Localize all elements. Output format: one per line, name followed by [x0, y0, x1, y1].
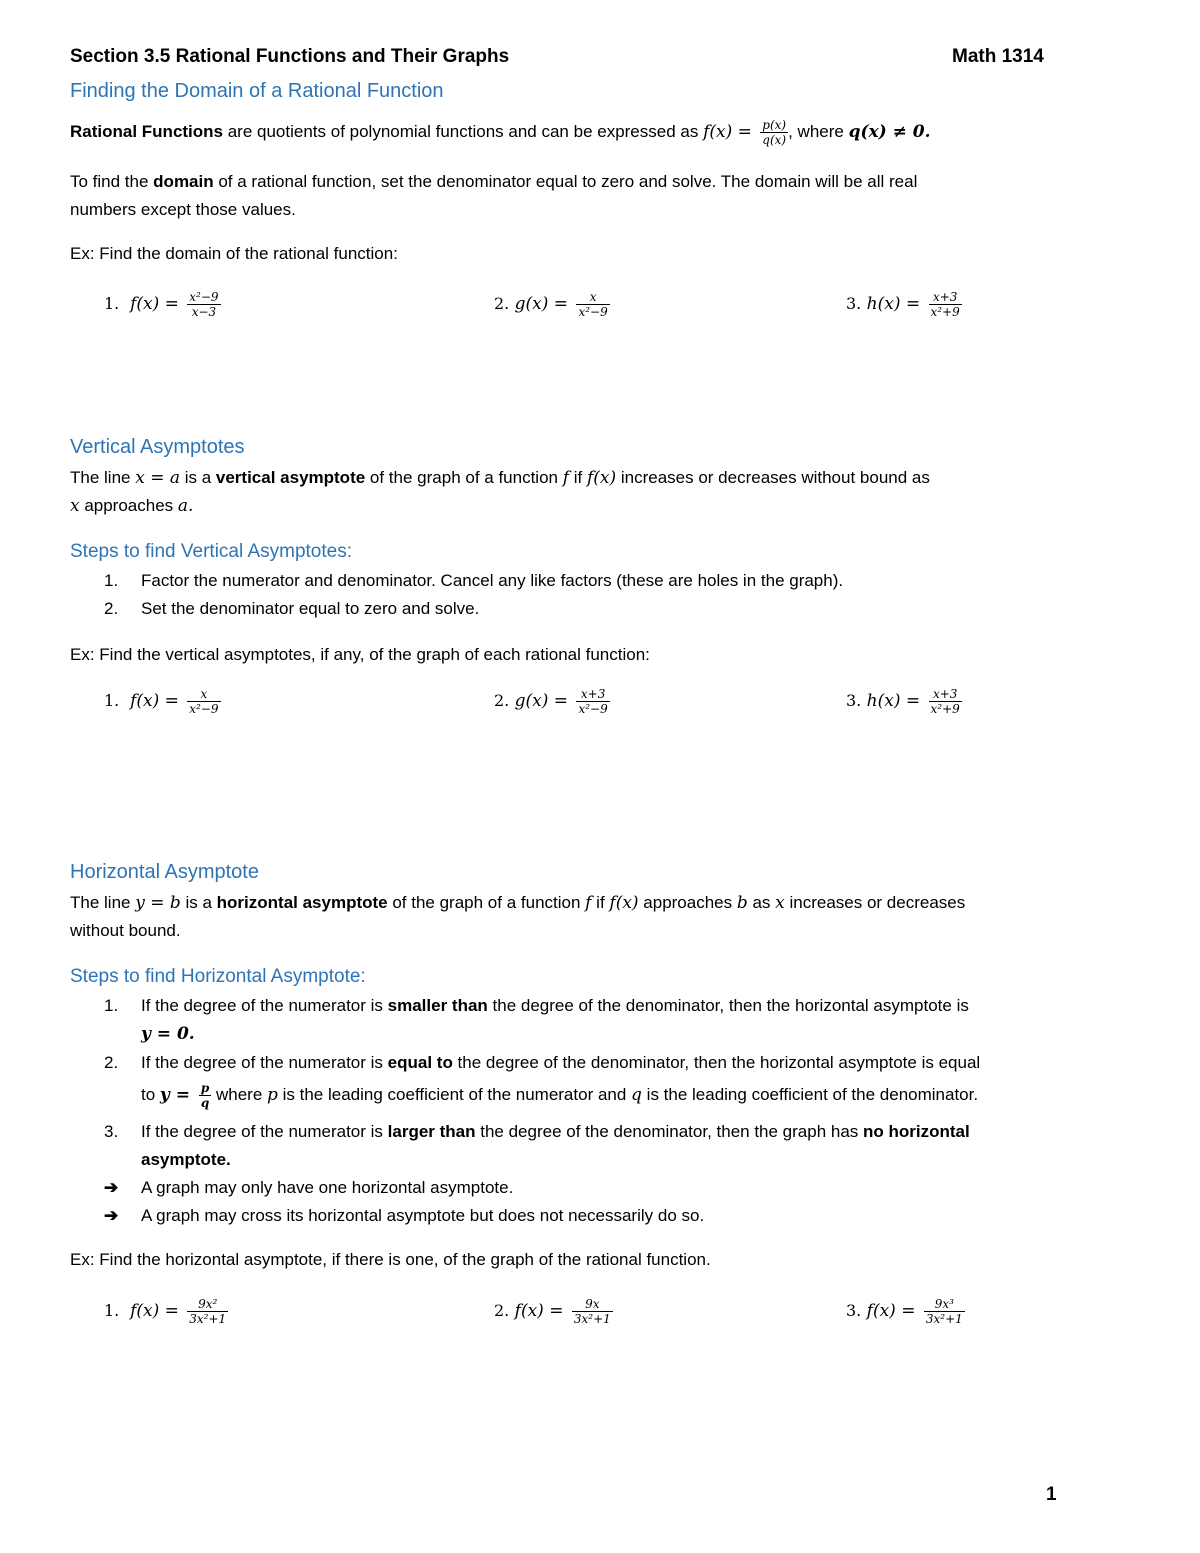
- horizontal-step-1-line2: y = 0.: [141, 1024, 195, 1044]
- page-title: Section 3.5 Rational Functions and Their Graphs: [70, 46, 510, 67]
- vertical-definition-line2: x approaches a.: [70, 496, 194, 516]
- horizontal-steps-heading: Steps to find Horizontal Asymptote:: [70, 966, 366, 987]
- horizontal-step-2-line1: If the degree of the numerator is equal to the degree of the denominator, then the horizontal asymptote is equal: [141, 1053, 981, 1072]
- domain-heading: Finding the Domain of a Rational Function: [70, 80, 444, 102]
- course-label: Math 1314: [952, 46, 1044, 67]
- domain-example-2: 2. g(x) = $\frac{x}{\text{x²−9}}$: [494, 290, 608, 319]
- rational-definition: Rational Functions are quotients of polynomial functions and can be expressed as f(x) = $\frac{p(x)}{q(x)}$ , where q(x) ≠ 0.: [70, 118, 931, 147]
- arrow-icon: ➔: [104, 1178, 119, 1197]
- def-term: Rational Functions: [70, 121, 223, 141]
- horizontal-step-3-line1: If the degree of the numerator is larger than the degree of the denominator, then the graph has no horizontal: [141, 1122, 970, 1141]
- horizontal-step-3-number: 3.: [104, 1122, 119, 1141]
- domain-instruction-line2: numbers except those values.: [70, 200, 296, 219]
- horizontal-example-3: 3. f(x) = $\frac{\text{9x³}}{\text{3x²+1}}$: [846, 1297, 963, 1326]
- horizontal-definition-line2: without bound.: [70, 921, 181, 940]
- domain-example-1: 1. f(x) = $\frac{\text{x²−9}}{x-3}$: [104, 290, 219, 319]
- vertical-step-1: Factor the numerator and denominator. Cancel any like factors (these are holes in the graph).: [141, 571, 844, 590]
- vertical-step-2-number: 2.: [104, 599, 119, 618]
- horizontal-example-2: 2. f(x) = $\frac{9x}{\text{3x²+1}}$: [494, 1297, 611, 1326]
- horizontal-step-1-line1: If the degree of the numerator is smaller than the degree of the denominator, then the horizontal asymptote is: [141, 996, 969, 1015]
- domain-example-3: 3. h(x) = $\frac{x+3}{\text{x²+9}}$: [846, 290, 960, 319]
- vertical-example-3: 3. h(x) = $\frac{x+3}{\text{x²+9}}$: [846, 687, 960, 716]
- arrow-icon: ➔: [104, 1206, 119, 1225]
- vertical-example-1: 1. f(x) = $\frac{x}{\text{x²−9}}$: [104, 687, 219, 716]
- vertical-example-prompt: Ex: Find the vertical asymptotes, if any, of the graph of each rational function:: [70, 645, 650, 664]
- horizontal-example-prompt: Ex: Find the horizontal asymptote, if there is one, of the graph of the rational function.: [70, 1250, 711, 1269]
- page-number: 1: [1046, 1484, 1057, 1505]
- horizontal-example-1: 1. f(x) = $\frac{\text{9x²}}{\text{3x²+1}}$: [104, 1297, 227, 1326]
- domain-instruction-line1: To find the domain of a rational function, set the denominator equal to zero and solve. The domain will be all real: [70, 172, 918, 191]
- horizontal-heading: Horizontal Asymptote: [70, 861, 259, 883]
- def-fraction: $\frac{p(x)}{q(x)}$: [762, 118, 787, 147]
- domain-example-prompt: Ex: Find the domain of the rational function:: [70, 244, 398, 263]
- horizontal-step-3-line2: asymptote.: [141, 1150, 231, 1169]
- horizontal-note-1: A graph may only have one horizontal asymptote.: [141, 1178, 514, 1197]
- horizontal-step-2-line2: to y = $\frac{p}{q}$ where p is the leading coefficient of the numerator and q is the leading coefficient of the denominator.: [141, 1081, 979, 1110]
- horizontal-step-2-number: 2.: [104, 1053, 119, 1072]
- vertical-steps-heading: Steps to find Vertical Asymptotes:: [70, 541, 352, 562]
- horizontal-note-2: A graph may cross its horizontal asymptote but does not necessarily do so.: [141, 1206, 705, 1225]
- horizontal-step-1-number: 1.: [104, 996, 119, 1015]
- horizontal-definition-line1: The line y = b is a horizontal asymptote of the graph of a function f if f(x) approaches b as x increases or decreases: [70, 893, 966, 913]
- vertical-step-2: Set the denominator equal to zero and solve.: [141, 599, 480, 618]
- vertical-step-1-number: 1.: [104, 571, 119, 590]
- vertical-definition-line1: The line x = a is a vertical asymptote of the graph of a function f if f(x) increases or decreases without bound as: [70, 468, 930, 488]
- vertical-example-2: 2. g(x) = $\frac{x+3}{\text{x²−9}}$: [494, 687, 608, 716]
- vertical-heading: Vertical Asymptotes: [70, 436, 245, 458]
